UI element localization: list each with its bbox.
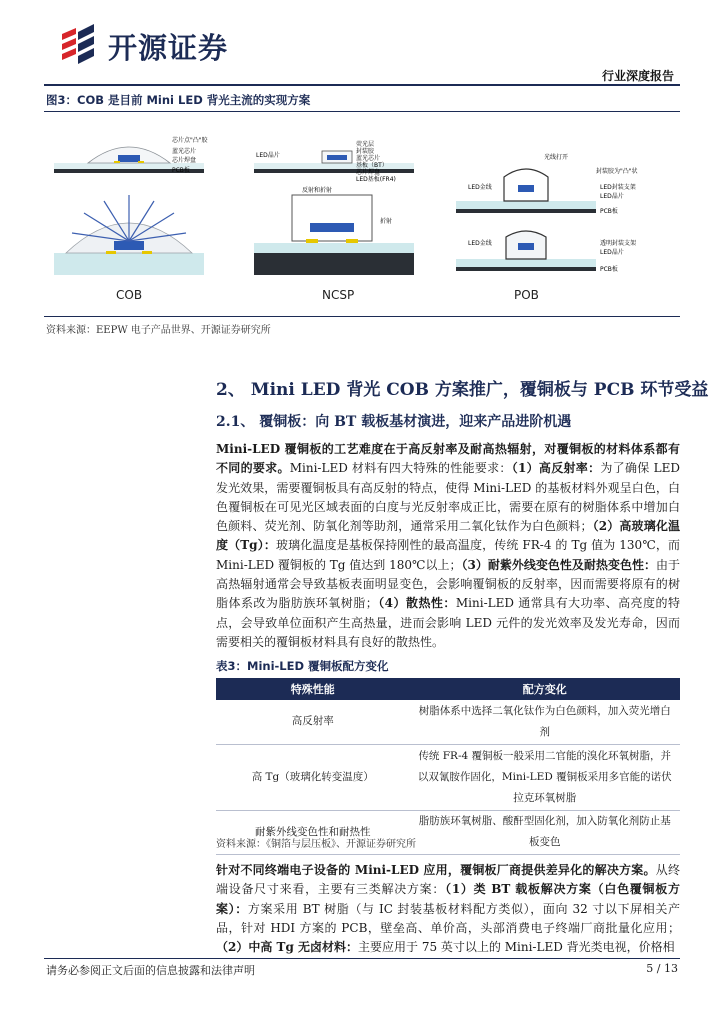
page-number: 5 / 13 [646,962,678,975]
para1-text-1: Mini-LED 材料有四大特殊的性能要求： [289,461,512,476]
pob-diagram [456,153,638,302]
para1-bold-2: （1）高反射率： [511,461,601,476]
figure-title: 图3：COB 是目前 Mini LED 背光主流的实现方案 [46,93,311,107]
figure-bottom-rule [44,316,680,317]
table-cell-formula: 脂肪族环氧树脂、酸酐型固化剂，加入防氧化剂防止基板变色 [410,810,681,854]
footer-disclaimer: 请务必参阅正文后面的信息披露和法律声明 [46,964,255,977]
para2-text-1: 从终端设备尺寸来看，主要有三类解决方案： [216,863,680,897]
pob-label-wire-2: LED金线 [468,240,492,247]
cob-label-pcb: PCB板 [172,167,190,174]
table-row [216,700,680,744]
ncsp-label-reflect: 反射和折射 [302,187,333,194]
pob-label-bracket: LED封装支架 [600,184,636,191]
pob-label-light: 光线打开 [544,154,569,161]
figure-top-rule [44,111,680,112]
para1-text-4: 由于高热辐射通常会导致基板表面明显变色，会影响覆铜板的反射率，因而需要将原有的树脂体系改为脂肪族环氧树脂； [216,557,680,611]
table-row [216,744,680,810]
section-heading: 2、 Mini LED 背光 COB 方案推广，覆铜板与 PCB 环节受益 [216,380,709,400]
pob-caption: POB [514,288,539,302]
ncsp-caption: NCSP [322,288,355,302]
ncsp-label-encap: 封装胶 [356,148,375,155]
table-cell-property: 高 Tg（玻璃化转变温度） [216,744,410,810]
paragraph-solutions [216,861,680,957]
pob-label-clear-bracket: 透明封装支架 [600,240,637,247]
formula-table [216,678,680,855]
table-title: 表3：Mini-LED 覆铜板配方变化 [216,659,389,673]
table-header-property: 特殊性能 [216,678,410,700]
footer-rule [44,958,680,959]
table-cell-formula: 传统 FR-4 覆铜板一般采用二官能的溴化环氧树脂，并以双氰胺作固化，Mini-LED 覆铜板采用多官能的诺伏拉克环氧树脂 [410,744,681,810]
company-logo [56,20,276,66]
ncsp-label-pad: 芯片焊盘 [356,169,381,176]
para1-bold-lead: Mini-LED 覆铜板的工艺难度在于高反射率及耐高热辐射，对覆铜板的材料体系都有不同的要求。 [216,442,680,476]
ncsp-label-refract: 折射 [380,218,393,225]
cob-label-dome: 芯片点"凸"胶 [172,137,208,144]
para1-text-5: Mini-LED 通常具有大功率、高亮度的特点，会导致单位面积产生高热量，进而会影响 LED 元件的发光效率及发光寿命，因而需要相关的覆铜板材料具有良好的散热性。 [216,596,680,649]
cob-label-pad: 芯片焊盘 [172,157,197,164]
ncsp-label-led: LED晶片 [256,152,280,159]
para2-bold-lead: 针对不同终端电子设备的 Mini-LED 应用，覆铜板厂商提供差异化的解决方案。 [216,863,656,877]
ncsp-diagram [254,140,414,302]
cob-diagram [54,136,209,302]
table-source: 资料来源：《铜箔与层压板》、开源证券研究所 [216,839,416,850]
table-header-row [216,678,680,700]
pob-label-pcb: PCB板 [600,208,618,215]
table-header-formula: 配方变化 [410,678,681,700]
ncsp-label-fr4: LED基板(FR4) [356,176,396,183]
subsection-heading: 2.1、 覆铜板：向 BT 载板基材演进，迎来产品进阶机遇 [216,414,572,430]
para2-bold-3: （2）中高 Tg 无卤材料： [216,940,359,955]
para2-text-2: 方案采用 BT 树脂（与 IC 封装基板材料配方类似），面向 32 寸以下屏相关产品，针对 HDI 方案的 PCB，壁垒高、单价高，头部消费电子终端厂商批量化应用； [216,901,680,935]
table-cell-property: 耐紫外线变色性和耐热性 [216,810,410,854]
ncsp-label-bt: 基板（BT） [356,162,388,169]
brand-name: 开源证券 [108,31,229,65]
ncsp-label-phosphor: 荧光层 [356,141,375,148]
cob-label-chip: 蓝光芯片 [172,148,197,155]
pob-label-chip: LED晶片 [600,193,624,200]
pob-label-chip-2: LED晶片 [600,249,624,256]
report-type: 行业深度报告 [601,69,674,83]
header-rule [44,84,680,86]
ncsp-label-chip: 蓝光芯片 [356,155,381,162]
paragraph-ccl-requirements [216,440,680,652]
para1-text-2: 为了确保 LED 发光效果，需要覆铜板具有高反射的特点，使得 Mini-LED 的基板材料外观呈白色，白色覆铜板在可见光区域表面的白度与光反射率成正比，需要在原有的树脂体系中增加白色颜料、荧光剂、防氧化剂等助剂，通常采用二氧化钛作为白色颜料； [216,461,680,534]
table-cell-formula: 树脂体系中选择二氧化钛作为白色颜料，加入荧光增白剂 [410,700,681,744]
table-cell-property: 高反射率 [216,700,410,744]
logo-mark-icon [56,20,104,66]
figure-source: 资料来源：EEPW 电子产品世界、开源证券研究所 [46,325,271,336]
para2-bold-2: （1）类 BT 载板解决方案（白色覆铜板方案）： [216,882,680,916]
cob-caption: COB [116,288,143,302]
pob-label-wire: LED金线 [468,184,492,191]
led-backlight-diagram [44,113,680,313]
para1-bold-5: （4）散热性： [377,596,456,611]
para1-bold-3: （2）高玻璃化温度（Tg）： [216,519,680,553]
para1-bold-4: （3）耐紫外线变色性及耐热变色性： [461,557,656,572]
para2-text-3: 主要应用于 75 英寸以上的 Mini-LED 背光类电视，价格相 [358,940,675,955]
pob-label-pcb-2: PCB板 [600,266,618,273]
pob-label-dome: 封装胶为"凸"状 [596,168,638,175]
para1-text-3: 玻璃化温度是基板保持刚性的最高温度，传统 FR-4 的 Tg 值为 130℃，而 Mini-LED 覆铜板的 Tg 值达到 180℃以上； [216,538,680,572]
